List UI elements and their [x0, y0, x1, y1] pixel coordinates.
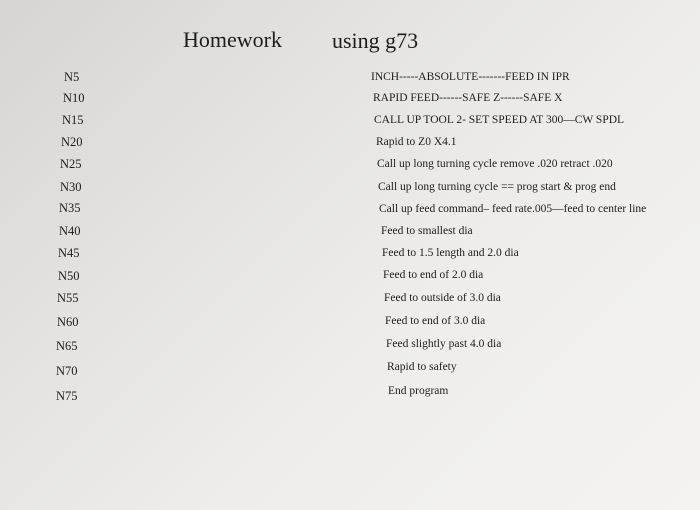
- line-number: N45: [58, 246, 80, 260]
- line-text: End program: [388, 385, 449, 397]
- line-text: Feed to end of 3.0 dia: [385, 315, 486, 327]
- title-homework: Homework: [183, 27, 282, 52]
- line-number: N60: [57, 315, 79, 329]
- line-text: Feed to end of 2.0 dia: [383, 269, 484, 281]
- line-text: Call up feed command– feed rate.005—feed to center line: [379, 203, 647, 215]
- title-using-g73: using g73: [332, 28, 419, 53]
- line-number: N70: [56, 364, 78, 378]
- line-number: N20: [61, 135, 83, 149]
- line-number: N25: [60, 157, 82, 171]
- line-number: N10: [63, 91, 85, 105]
- line-text: Rapid to Z0 X4.1: [376, 136, 457, 148]
- line-number: N50: [58, 269, 80, 283]
- line-text: Feed to 1.5 length and 2.0 dia: [382, 247, 519, 259]
- line-number: N55: [57, 291, 79, 305]
- line-number: N5: [64, 70, 80, 84]
- line-number: N65: [56, 339, 78, 353]
- line-number: N35: [59, 201, 81, 215]
- line-text: Feed slightly past 4.0 dia: [386, 338, 502, 350]
- line-text: Feed to smallest dia: [381, 225, 473, 237]
- line-text: Call up long turning cycle remove .020 retract .020: [377, 158, 613, 170]
- line-text: RAPID FEED------SAFE Z------SAFE X: [373, 92, 563, 104]
- line-text: Call up long turning cycle == prog start & prog end: [378, 181, 616, 193]
- line-text: Feed to outside of 3.0 dia: [384, 292, 501, 304]
- line-number: N15: [62, 113, 84, 127]
- line-number: N75: [56, 389, 78, 403]
- line-number: N40: [59, 224, 81, 238]
- line-text: Rapid to safety: [387, 361, 457, 373]
- line-text: INCH-----ABSOLUTE-------FEED IN IPR: [371, 71, 570, 83]
- line-number: N30: [60, 180, 82, 194]
- line-text: CALL UP TOOL 2- SET SPEED AT 300—CW SPDL: [374, 114, 625, 126]
